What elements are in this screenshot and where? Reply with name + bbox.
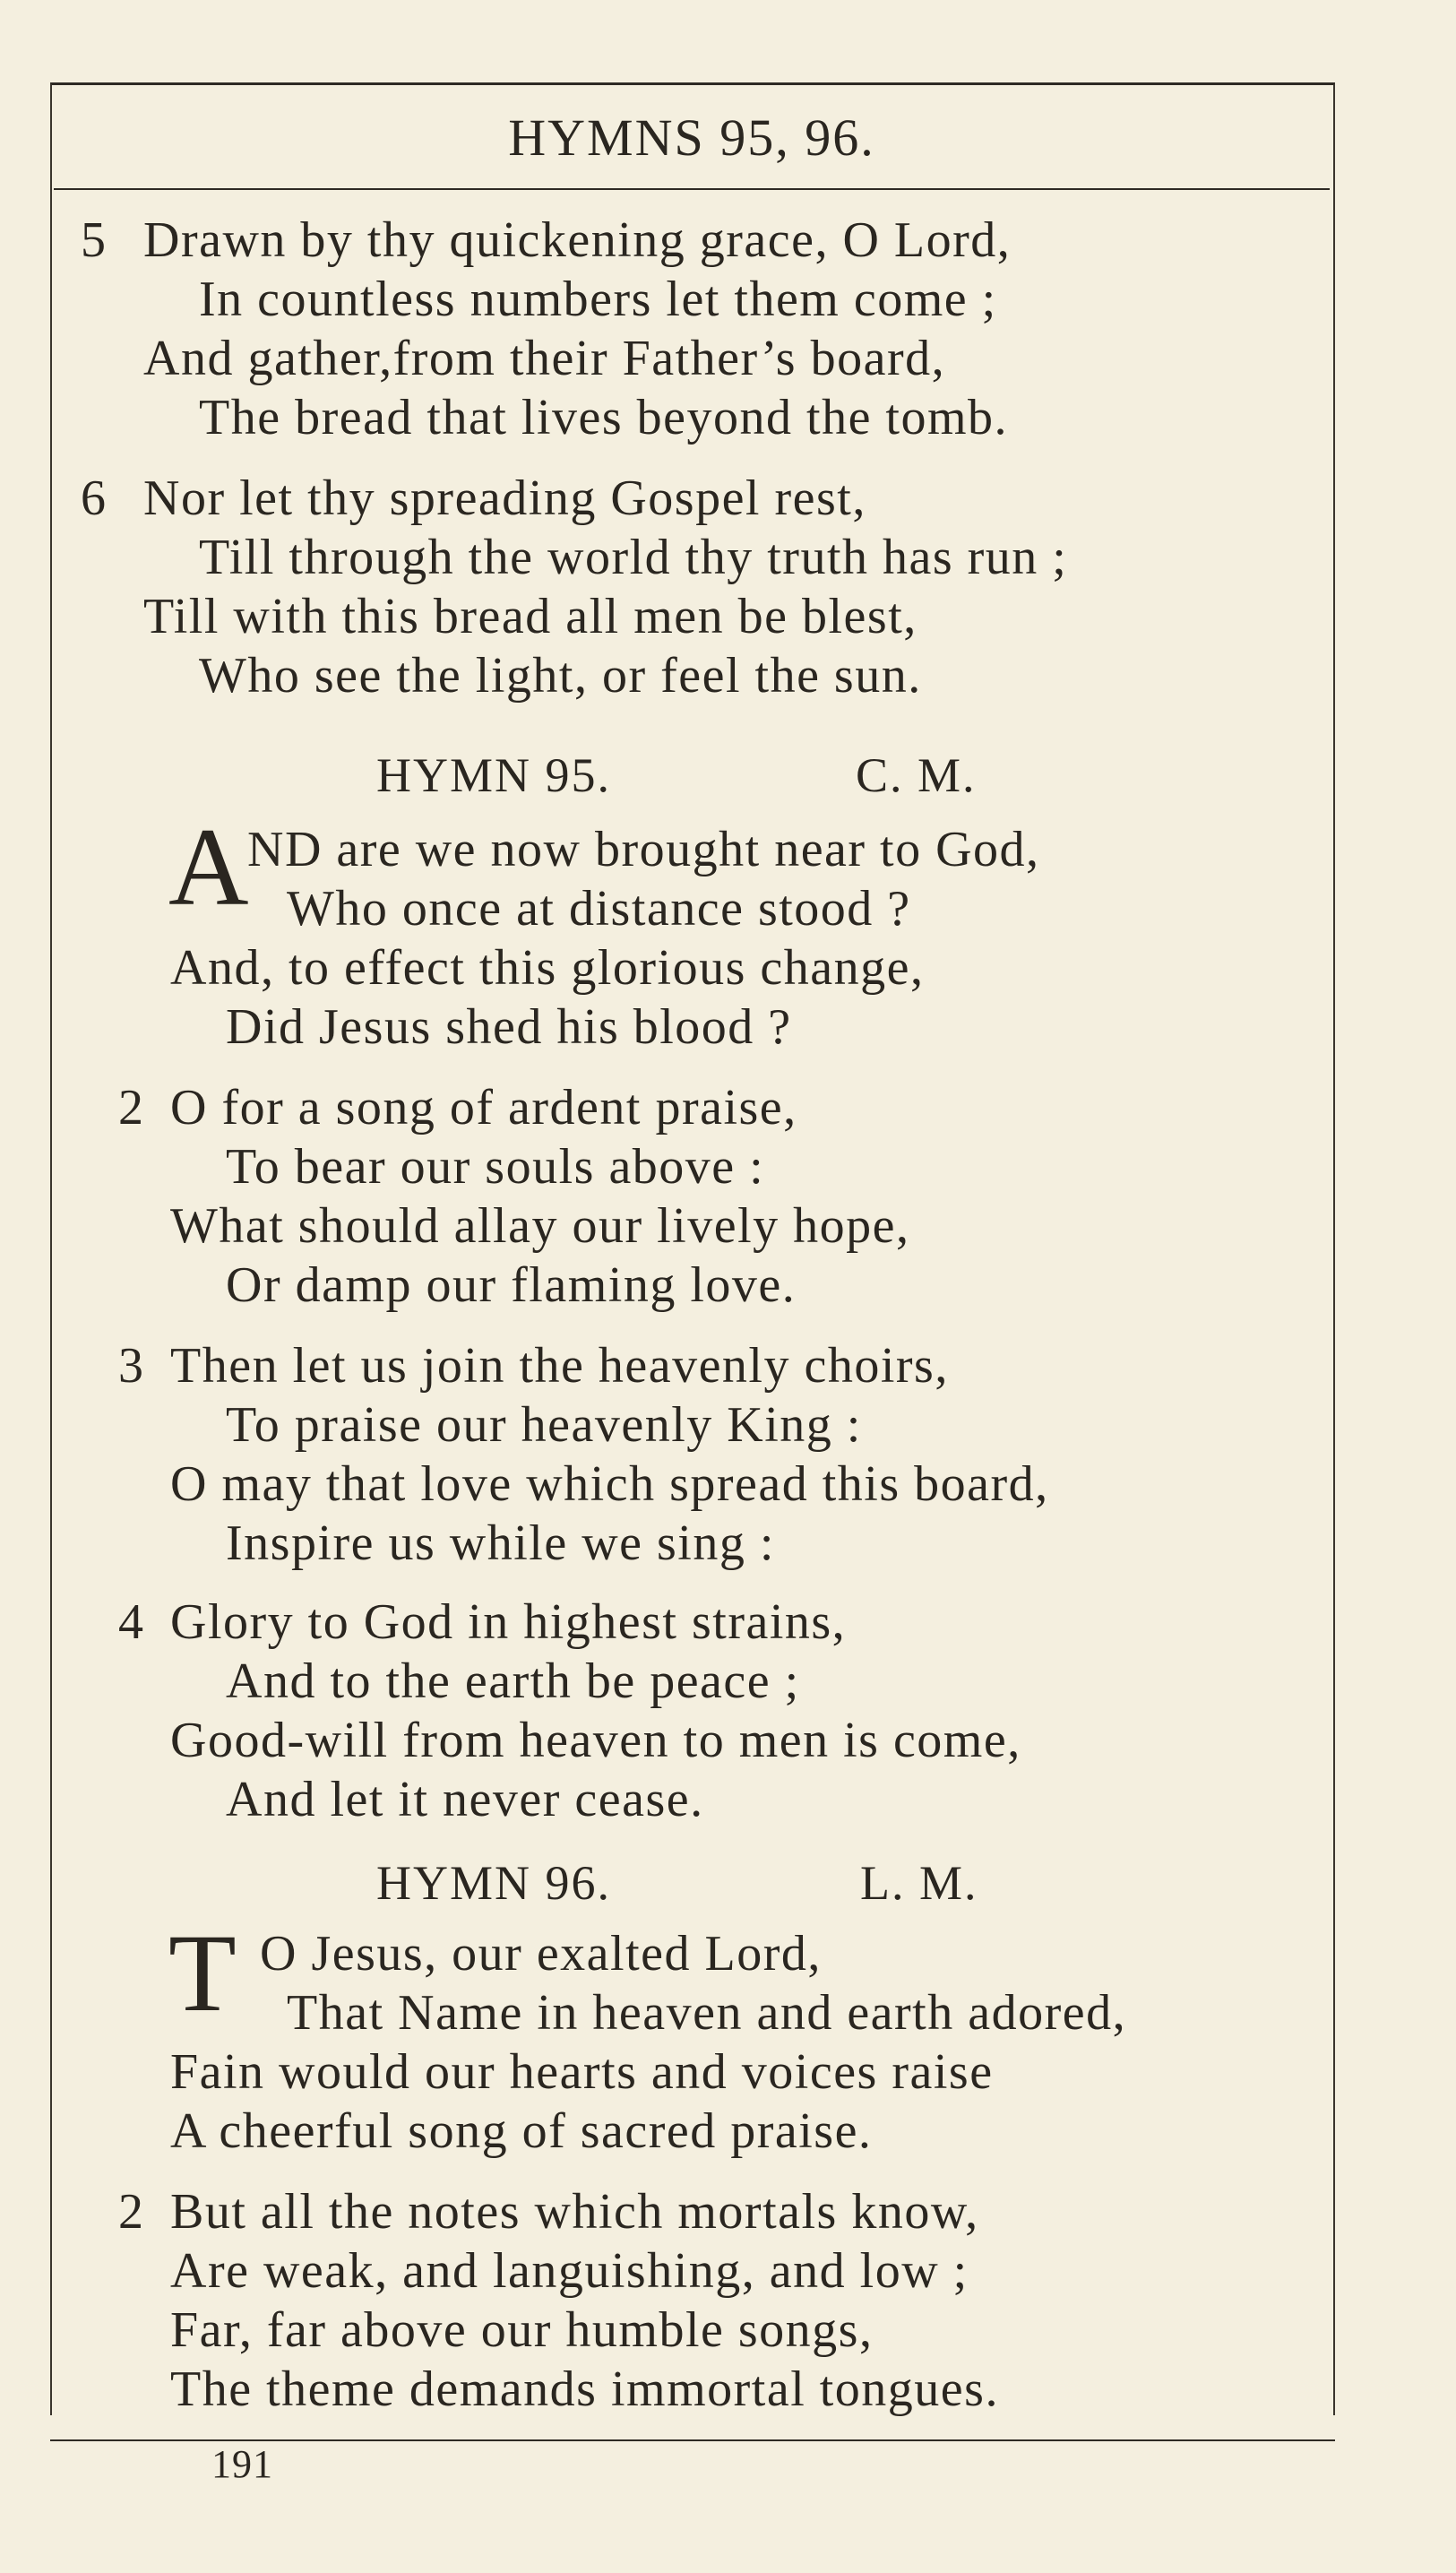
verse-line: O may that love which spread this board, bbox=[170, 1456, 1049, 1512]
stanza-number: 4 bbox=[118, 1594, 143, 1650]
verse-line: Till through the world thy truth has run ; bbox=[199, 530, 1068, 585]
verse-line: Then let us join the heavenly choirs, bbox=[170, 1338, 949, 1394]
stanza-number: 6 bbox=[81, 471, 106, 526]
drop-cap: A bbox=[168, 806, 249, 928]
verse-line: The bread that lives beyond the tomb. bbox=[199, 390, 1009, 445]
verse-line: And, to effect this glorious change, bbox=[170, 940, 925, 996]
verse-line: The theme demands immortal tongues. bbox=[170, 2361, 999, 2417]
verse-line: Inspire us while we sing : bbox=[226, 1515, 775, 1571]
verse-line: Did Jesus shed his blood ? bbox=[226, 999, 792, 1055]
hymn-meter: L. M. bbox=[860, 1856, 978, 1910]
drop-cap: T bbox=[168, 1912, 237, 2034]
verse-line: ND are we now brought near to God, bbox=[247, 822, 1040, 877]
verse-line: But all the notes which mortals know, bbox=[170, 2184, 979, 2240]
verse-line: Good-will from heaven to men is come, bbox=[170, 1713, 1021, 1768]
hymn-title: HYMN 96. bbox=[376, 1856, 612, 1910]
page-number: 191 bbox=[211, 2442, 273, 2486]
stanza-number: 3 bbox=[118, 1338, 143, 1394]
verse-line: And let it never cease. bbox=[226, 1772, 704, 1827]
verse-line: O for a song of ardent praise, bbox=[170, 1080, 797, 1135]
verse-line: To bear our souls above : bbox=[226, 1139, 765, 1195]
verse-line: Drawn by thy quickening grace, O Lord, bbox=[143, 212, 1012, 268]
hymn-meter: C. M. bbox=[856, 748, 977, 802]
hymn-title: HYMN 95. bbox=[376, 748, 612, 802]
verse-line: Till with this bread all men be blest, bbox=[143, 589, 918, 644]
verse-line: A cheerful song of sacred praise. bbox=[170, 2103, 873, 2159]
stanza-number: 5 bbox=[81, 212, 106, 268]
verse-line: And gather,from their Father’s board, bbox=[143, 331, 946, 386]
verse-line: To praise our heavenly King : bbox=[226, 1397, 862, 1453]
verse-line: What should allay our lively hope, bbox=[170, 1198, 910, 1254]
verse-line: That Name in heaven and earth adored, bbox=[287, 1985, 1127, 2041]
verse-line: Are weak, and languishing, and low ; bbox=[170, 2243, 969, 2299]
verse-line: And to the earth be peace ; bbox=[226, 1653, 800, 1709]
verse-line: Who see the light, or feel the sun. bbox=[199, 648, 922, 704]
page-title: HYMNS 95, 96. bbox=[508, 108, 875, 167]
verse-line: Who once at distance stood ? bbox=[287, 881, 911, 937]
stanza-number: 2 bbox=[118, 2184, 143, 2240]
verse-line: O Jesus, our exalted Lord, bbox=[260, 1926, 822, 1982]
verse-line: Or damp our flaming love. bbox=[226, 1257, 797, 1313]
verse-line: Fain would our hearts and voices raise bbox=[170, 2044, 994, 2100]
verse-line: In countless numbers let them come ; bbox=[199, 272, 997, 327]
verse-line: Nor let thy spreading Gospel rest, bbox=[143, 471, 866, 526]
running-header bbox=[54, 82, 1330, 190]
stanza-number: 2 bbox=[118, 1080, 143, 1135]
verse-line: Glory to God in highest strains, bbox=[170, 1594, 847, 1650]
verse-line: Far, far above our humble songs, bbox=[170, 2302, 874, 2358]
